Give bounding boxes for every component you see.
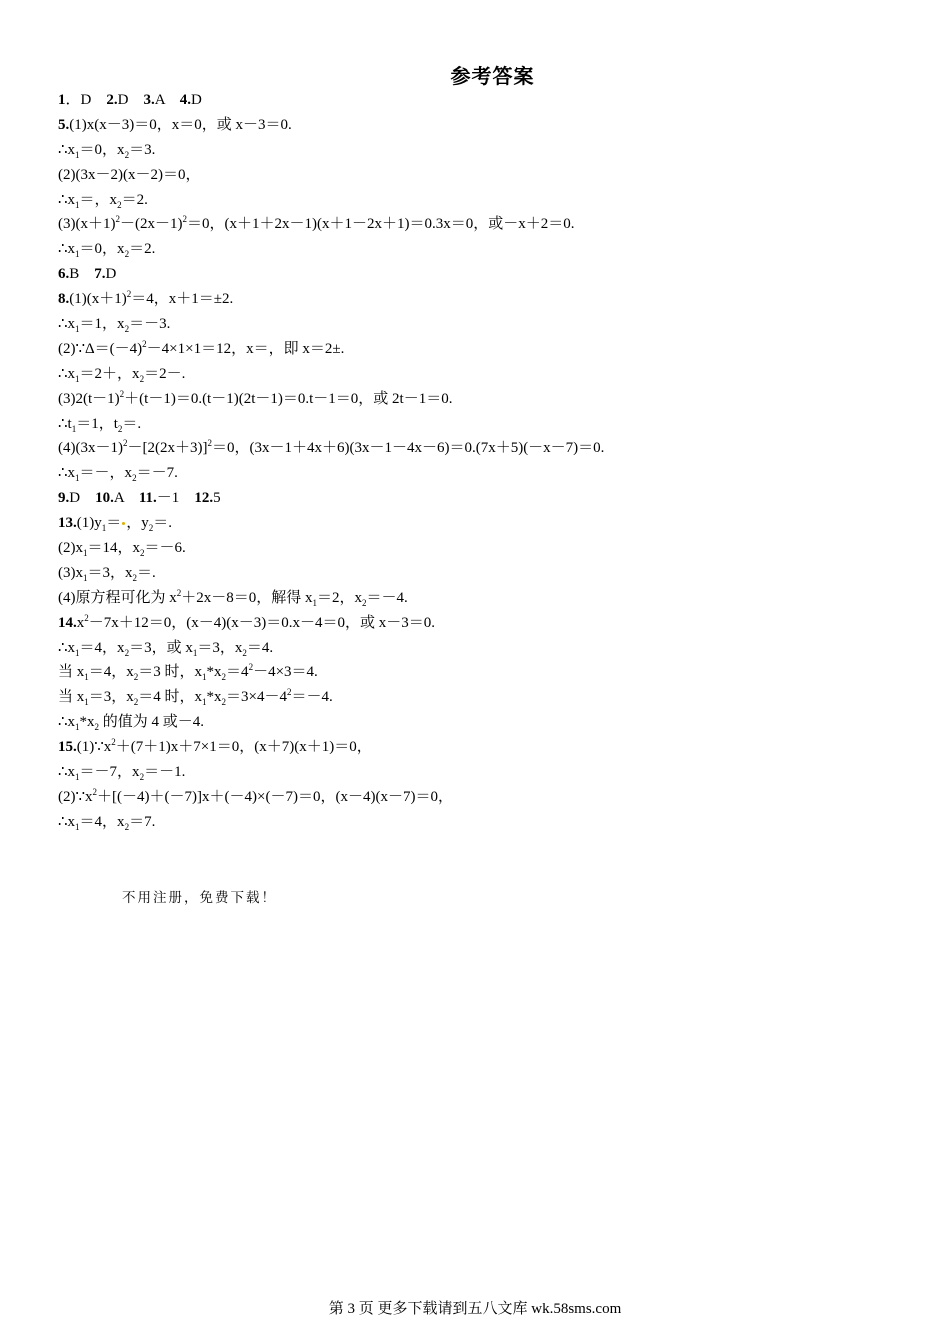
answer-text: $\therefore x_1=2+$，$x_2=2-$. [58,365,186,384]
answer-text: ．D 2.D 3.A 4.D [65,92,202,108]
answer-text: $\therefore x_1=0$，$x_2=3$. [58,141,156,160]
answer-line [58,685,918,710]
answer-line [58,337,918,362]
answer-line [58,312,918,337]
answer-text: $\therefore x_1=$，$x_2=2$. [58,191,148,210]
question-number: 5. [58,116,70,133]
question-number: 9. [58,490,70,507]
answer-line [58,660,918,685]
answer-line [58,611,918,636]
answer-text: $(3)2(t-1)^2+(t-1)=0.(t-1)(2t-1)=0.t-1=0$，或 2t－1＝0. [58,388,453,407]
question-number: 14. [58,614,77,631]
answer-text: $\therefore t_1=1$，$t_2=$. [58,415,142,434]
answer-text: 当 $x_1=3$，$x_2=4$ 时，$x_1*x_2=3\times 4-4^2=-4$. [58,687,333,708]
answer-line [58,760,918,785]
answer-line [58,536,918,561]
answer-line [58,387,918,412]
answer-text: 当 $x_1=4$，$x_2=3$ 时，$x_1*x_2=4^2-4\times 3=4$. [58,662,318,683]
answer-text: $x^2-7x+12=0$，(x－4)(x－3)＝0.x－4＝0，或 x－3＝0. [76,612,435,631]
answer-text: $\therefore x_1*x_2$ 的值为 4 或－4. [58,714,205,733]
answer-text: $(1)\because x^2+(7+1)x+7\times 1=0$，(x＋7)(x＋1)＝0， [76,737,372,756]
answer-line [58,138,918,163]
answer-text: (1)x(x－3)＝0，x＝0，或 x－3＝0. [69,116,292,133]
answer-line [58,212,918,237]
answer-line [58,710,918,735]
answer-line [58,362,918,387]
answer-line [58,561,918,586]
answer-text: $\therefore x_1=-$，$x_2=-7$. [58,465,178,484]
answer-text: $(1)y_1=$ ，$y_2=$. [76,515,173,534]
answer-list [58,88,918,835]
answer-text: B 7.D [69,266,117,283]
answer-line [58,810,918,835]
answer-line [58,461,918,486]
question-number: 6. [58,266,70,283]
answer-text: $\therefore x_1=0$，$x_2=2$. [58,241,156,260]
answer-line [58,237,918,262]
answer-line [58,511,918,536]
answer-line [58,785,918,810]
answer-text: $\therefore x_1=4$，$x_2=3$，或 $x_1=3$，$x_2=4$. [58,639,274,658]
answer-line [58,88,918,113]
answer-line [58,735,918,760]
answer-line [58,636,918,661]
answer-line [58,287,918,312]
answer-text: $\therefore x_1=4$，$x_2=7$. [58,813,156,832]
page-title: 参考答案 [450,64,535,88]
answer-text: $(2)x_1=14$，$x_2=-6$. [58,540,186,559]
answer-line [58,188,918,213]
question-number: 15. [58,739,77,756]
answer-text: (2)(3x－2)(x－2)＝0， [58,166,201,183]
answer-text: $(2)\because x^2+[(-4)+(-7)]x+(-4)\times(-7)=0$，(x－4)(x－7)＝0， [58,786,453,805]
answer-text: $(3)(x+1)^2-(2x-1)^2=0$，(x＋1＋2x－1)(x＋1－2x＋1)＝0.3x＝0，或－x＋2＝0. [58,214,575,233]
answer-line [58,412,918,437]
answer-text: $(4)(3x-1)^2-[2(2x+3)]^2=0$，(3x－1＋4x＋6)(3x－1－4x－6)＝0.(7x＋5)(－x－7)＝0. [58,438,605,457]
answer-text: (4)原方程可化为 $x^2+2x-8=0$，解得 $x_1=2$，$x_2=-4$. [58,587,408,608]
answer-text: $\therefore x_1=1$，$x_2=-3$. [58,316,171,335]
answer-text: $(2)\because\Delta=(-4)^2-4\times 1\times 1=12$，x＝，即 x＝2±. [58,338,345,357]
free-download-note: 不用注册，免费下载！ [122,890,277,906]
answer-line [58,436,918,461]
answer-line [58,262,918,287]
question-number: 8. [58,291,70,308]
answer-text: $(1)(x+1)^2=4$，x＋1＝±2. [69,289,234,308]
answer-text: D 10.A 11.－1 12.5 [69,490,221,507]
answer-line [58,586,918,611]
answer-text: $\therefore x_1=-7$，$x_2=-1$. [58,764,186,783]
answer-line [58,486,918,511]
answer-line [58,113,918,138]
question-number: 1 [58,92,66,108]
answer-line [58,163,918,188]
page-footer: 第 3 页 更多下载请到五八文库 wk.58sms.com [328,1301,622,1317]
answer-text: $(3)x_1=3$，$x_2=$. [58,564,156,583]
question-number: 13. [58,515,77,532]
